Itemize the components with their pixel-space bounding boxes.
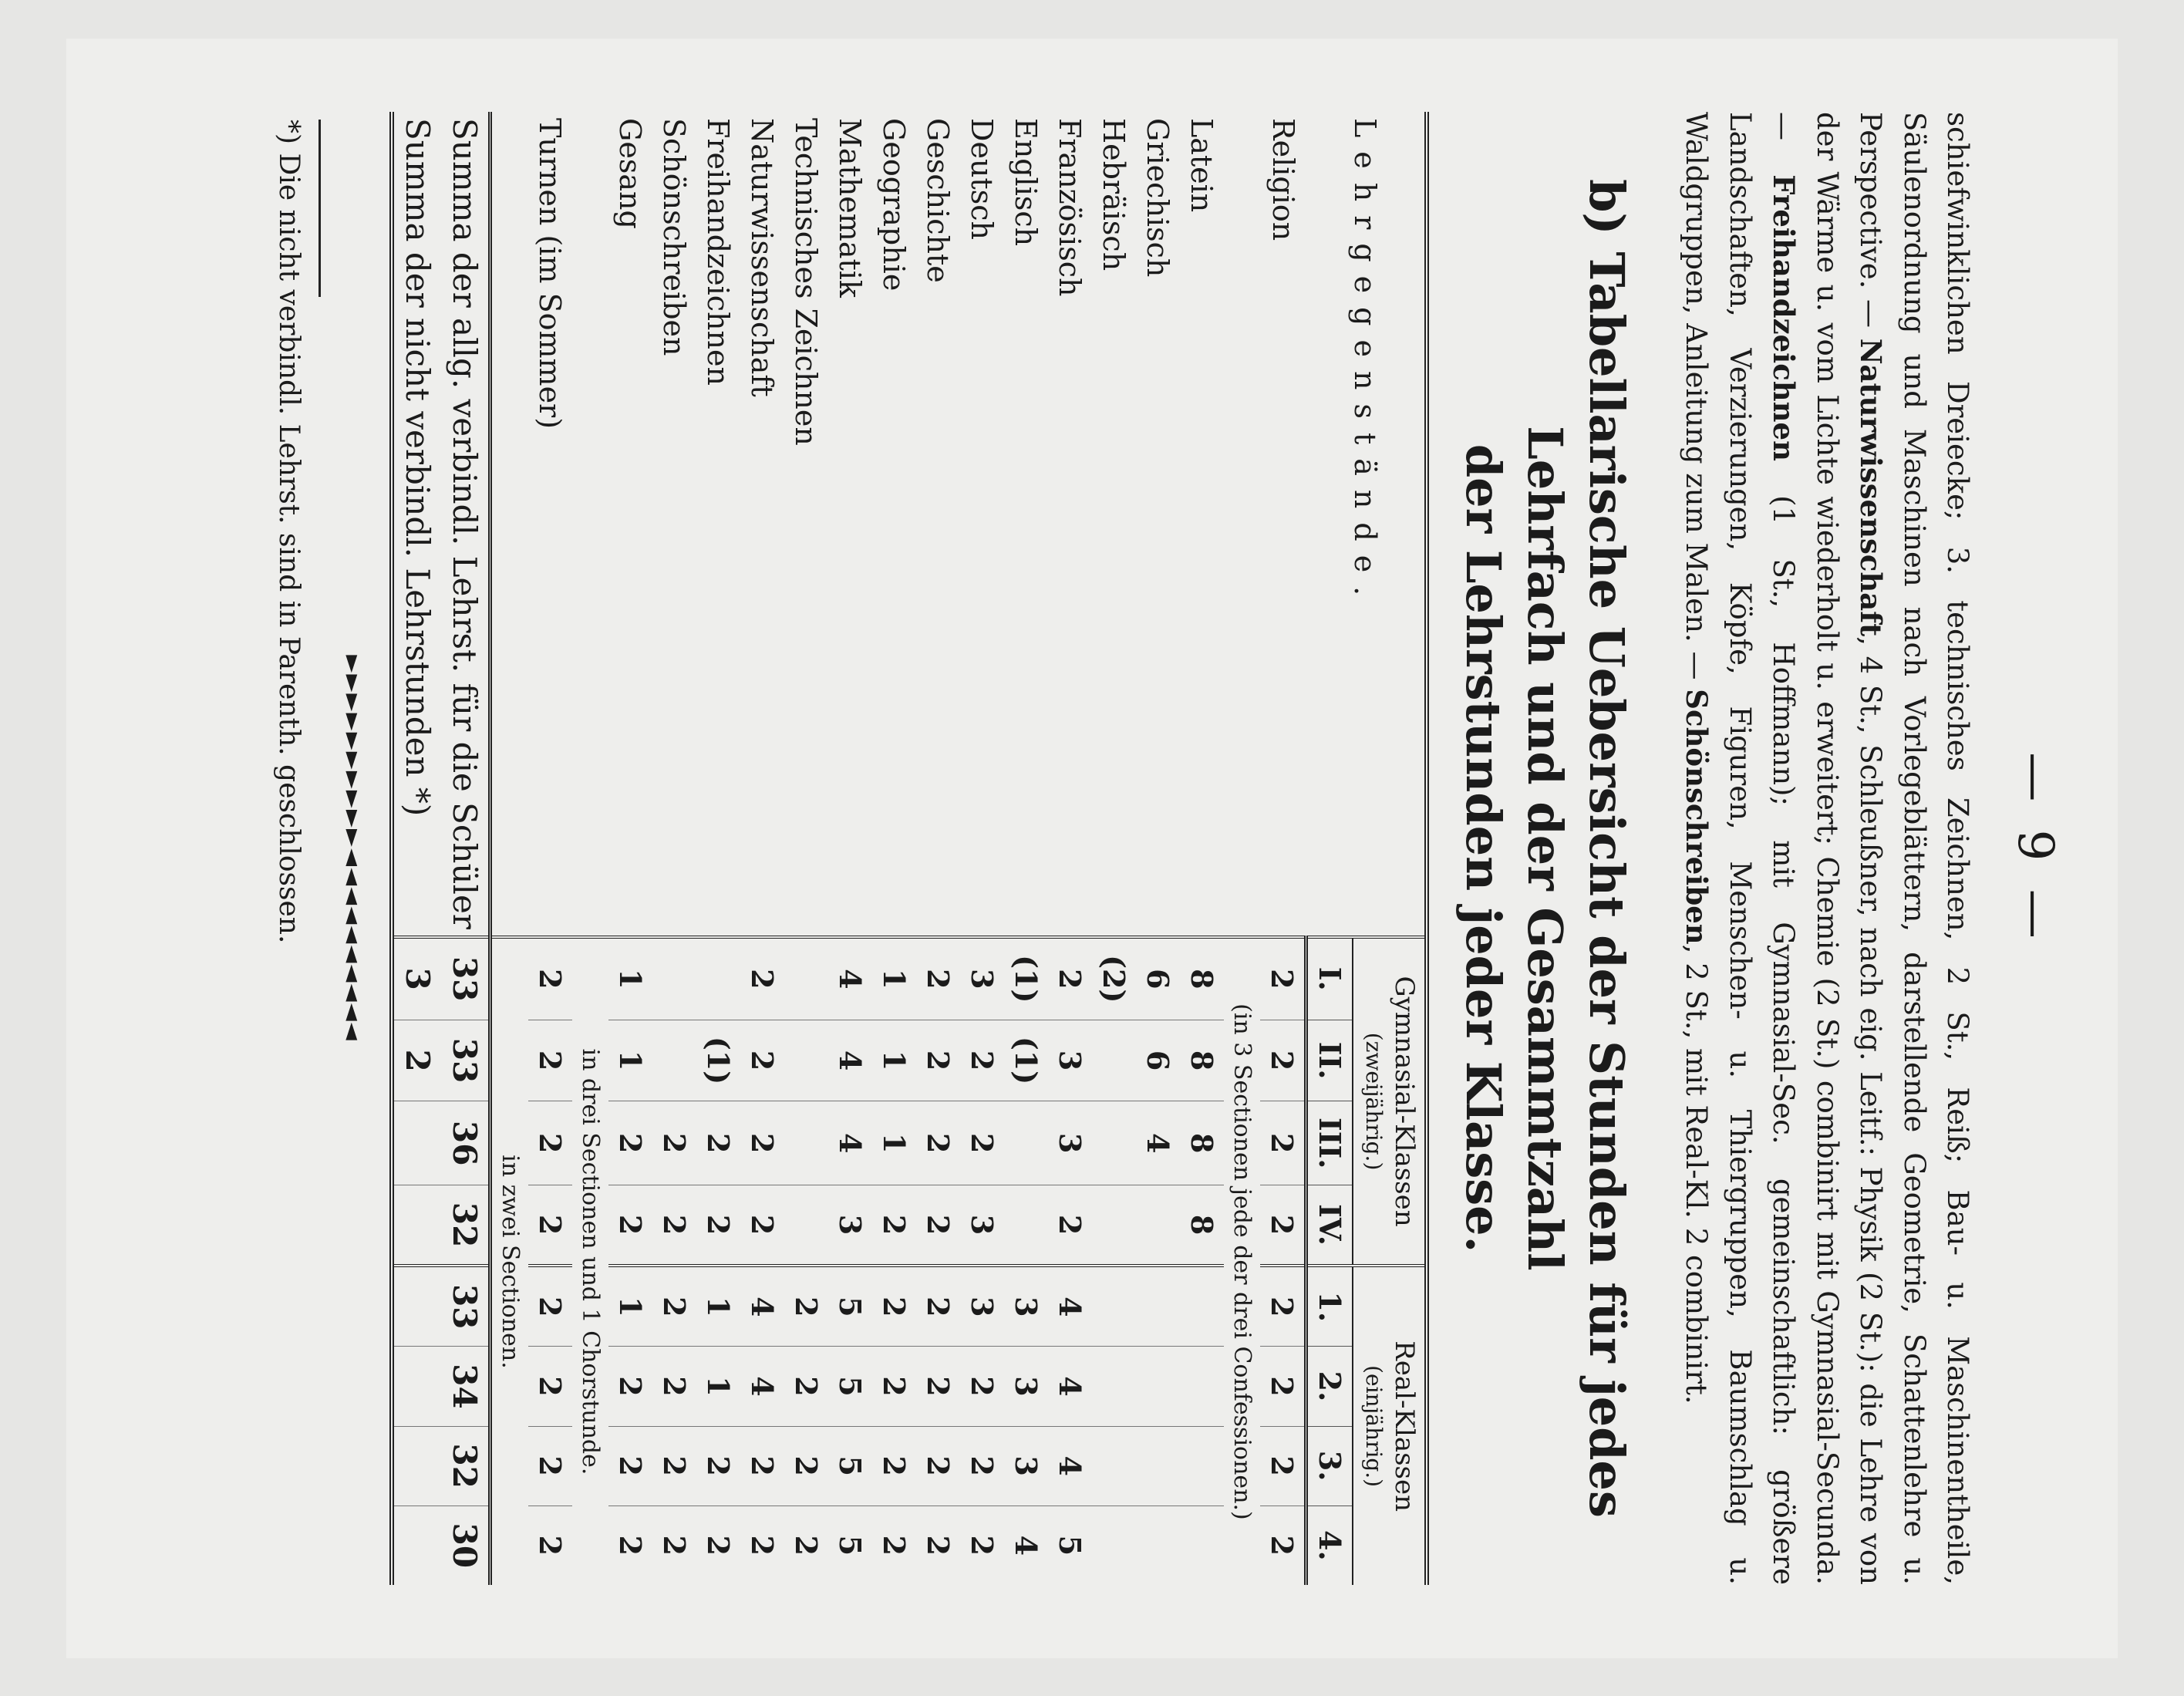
hours-cell: 1: [696, 1347, 740, 1426]
subject-cell: [1048, 112, 1092, 937]
subject-label: Gesang: [613, 118, 648, 229]
hours-cell: 2: [1260, 1101, 1306, 1185]
table-row: [916, 112, 960, 1585]
hours-cell: 2: [652, 1426, 696, 1505]
hours-cell: 8: [1180, 1020, 1224, 1101]
table-row: [652, 112, 696, 1585]
table-row: [1048, 112, 1092, 1585]
hours-cell: 2: [960, 1101, 1004, 1185]
hours-cell: 4: [1048, 1426, 1092, 1505]
hours-cell: 6: [1136, 937, 1180, 1020]
hours-cell: 2: [740, 1101, 784, 1185]
hours-cell: 8: [1180, 1185, 1224, 1266]
hours-cell: 2: [916, 1101, 960, 1185]
table-row: [784, 112, 828, 1585]
hours-cell: 2: [916, 1020, 960, 1101]
hours-cell: [1092, 1505, 1136, 1585]
real-group-subtitle: (einjährig.): [1361, 1365, 1387, 1488]
hours-cell: 3: [828, 1185, 872, 1266]
hours-cell: 2: [916, 1347, 960, 1426]
hours-cell: 36: [441, 1101, 490, 1185]
hours-cell: 2: [784, 1426, 828, 1505]
subject-cell: [960, 112, 1004, 937]
table-row: [392, 112, 441, 1585]
intro-text-3: (1 St., Hoffmann); mit Gymnasial-Sec. gemeinschaftlich: größere Landschaften, Verzierungen, Köpfe, Figuren, Menschen- u. Thiergruppen, Baumschlag u. Waldgruppen, Anleitung zum Malen. —: [1680, 112, 1800, 1585]
footnote: *) Die nicht verbindl. Lehrst. sind in Parenth. geschlossen.: [273, 120, 305, 944]
hours-cell: 1: [696, 1266, 740, 1347]
hours-cell: 2: [528, 1426, 572, 1505]
turnen-note-row: [490, 112, 529, 1585]
hours-cell: 33: [441, 1266, 490, 1347]
hours-cell: 1: [872, 1020, 916, 1101]
hours-cell: 2: [608, 1101, 652, 1185]
hours-cell: 2: [872, 1426, 916, 1505]
hours-cell: 2: [1260, 1505, 1306, 1585]
hours-cell: 33: [441, 937, 490, 1020]
intro-text-1: schiefwinklichen Dreiecke; 3. technisches Zeichnen, 2 St., Reiß; Bau- u. Maschinentheile, Säulenordnung und Maschinen nach Vorlegeblättern, darstellende Geometrie, Schattenlehre u. Perspective. —: [1854, 112, 1974, 1585]
hours-cell: 4: [740, 1266, 784, 1347]
subject-label: Summa der allg. verbindl. Lehrst. für die Schüler: [446, 118, 484, 929]
hours-cell: 2: [608, 1185, 652, 1266]
religion-note-row: [1224, 112, 1260, 1585]
gymnasial-group-subtitle: (zweijährig.): [1361, 1032, 1387, 1171]
subject-cell: [1180, 112, 1224, 937]
hours-cell: [392, 1266, 441, 1347]
hours-cell: [1092, 1426, 1136, 1505]
subject-cell: [916, 112, 960, 937]
hours-cell: [392, 1347, 441, 1426]
hours-cell: 3: [1048, 1101, 1092, 1185]
hours-cell: 2: [784, 1266, 828, 1347]
hours-cell: 2: [1260, 1266, 1306, 1347]
hours-cell: [784, 1185, 828, 1266]
hours-cell: 4: [828, 1101, 872, 1185]
hours-cell: 5: [828, 1347, 872, 1426]
hours-cell: 2: [740, 1505, 784, 1585]
hours-cell: 2: [1048, 1185, 1092, 1266]
subject-label: Naturwissenschaft: [745, 118, 780, 397]
hours-cell: [1092, 1020, 1136, 1101]
hours-cell: 3: [392, 937, 441, 1020]
class-header: 3.: [1306, 1426, 1353, 1505]
hours-cell: [1004, 1185, 1048, 1266]
hours-cell: [392, 1505, 441, 1585]
empty-cell: [1224, 112, 1260, 937]
hours-cell: 2: [528, 1505, 572, 1585]
hours-table-body: [380, 112, 1306, 1585]
subject-label: Religion: [1266, 118, 1300, 241]
hours-cell: 2: [1260, 1185, 1306, 1266]
table-row: [960, 112, 1004, 1585]
table-row: [1004, 112, 1048, 1585]
hours-cell: (2): [1092, 937, 1136, 1020]
hours-cell: 1: [608, 937, 652, 1020]
hours-cell: 5: [828, 1266, 872, 1347]
hours-cell: 32: [441, 1185, 490, 1266]
hours-cell: 4: [828, 937, 872, 1020]
hours-cell: 2: [916, 937, 960, 1020]
hours-cell: 4: [828, 1020, 872, 1101]
hours-cell: 2: [1260, 1426, 1306, 1505]
hours-cell: [1136, 1185, 1180, 1266]
hours-cell: (1): [1004, 1020, 1048, 1101]
table-row: [1260, 112, 1306, 1585]
naturwissenschaft-label: Naturwissenschaft: [1854, 338, 1888, 637]
hours-cell: [1092, 1101, 1136, 1185]
hours-cell: [1004, 1101, 1048, 1185]
intro-text-2: , 4 St., Schleußner, nach eig. Leitf.: Physik (2 St.): die Lehre von der Wärme u. vom Lichte wiederholt u. erweitert; Chemie (2 St.) combinirt mit Gymnasial-Secunda. —: [1767, 112, 1887, 1585]
hours-cell: [1136, 1347, 1180, 1426]
hours-cell: [696, 937, 740, 1020]
hours-cell: 2: [528, 1266, 572, 1347]
hours-cell: 2: [392, 1020, 441, 1101]
hours-cell: 2: [916, 1505, 960, 1585]
hours-cell: 8: [1180, 937, 1224, 1020]
subject-cell: [608, 112, 652, 937]
hours-cell: 2: [528, 1101, 572, 1185]
table-row: [1092, 112, 1136, 1585]
class-header: II.: [1306, 1020, 1353, 1101]
hours-cell: 3: [1004, 1426, 1048, 1505]
hours-cell: 2: [608, 1505, 652, 1585]
hours-cell: 2: [528, 1020, 572, 1101]
gymnasial-group-header: [1353, 937, 1427, 1266]
hours-cell: [392, 1426, 441, 1505]
hours-cell: [784, 937, 828, 1020]
hours-cell: [652, 1020, 696, 1101]
table-row: [1180, 112, 1224, 1585]
hours-cell: 2: [1048, 937, 1092, 1020]
hours-cell: 1: [872, 1101, 916, 1185]
hours-cell: [1092, 1266, 1136, 1347]
hours-cell: 3: [960, 1185, 1004, 1266]
hours-cell: 2: [916, 1185, 960, 1266]
hours-cell: 2: [960, 1020, 1004, 1101]
class-header: III.: [1306, 1101, 1353, 1185]
hours-cell: [1180, 1347, 1224, 1426]
class-header: 4.: [1306, 1505, 1353, 1585]
table-row: [528, 112, 572, 1585]
subject-label: Geschichte: [921, 118, 956, 283]
hours-cell: 2: [872, 1505, 916, 1585]
hours-cell: [1180, 1266, 1224, 1347]
subject-cell: [696, 112, 740, 937]
ornament-rule: ►►►►►►►►►►◄◄◄◄◄◄◄◄◄◄: [339, 655, 366, 1042]
hours-cell: 4: [740, 1347, 784, 1426]
section-note: in zwei Sectionen.: [497, 1155, 524, 1369]
gymnasial-group-title: Gymnasial-Klassen: [1389, 976, 1420, 1227]
table-row: [1136, 112, 1180, 1585]
freihandzeichnen-label: Freihandzeichnen: [1767, 174, 1801, 461]
hours-cell: 2: [740, 1426, 784, 1505]
section-note: in drei Sectionen und 1 Chorstunde.: [577, 1048, 604, 1475]
empty-cell: [572, 112, 608, 937]
hours-cell: 4: [1048, 1347, 1092, 1426]
hours-cell: 2: [652, 1266, 696, 1347]
hours-cell: 33: [441, 1020, 490, 1101]
hours-cell: 5: [828, 1505, 872, 1585]
hours-cell: 2: [872, 1347, 916, 1426]
subject-cell: [652, 112, 696, 937]
hours-cell: 1: [608, 1266, 652, 1347]
hours-cell: 2: [960, 1505, 1004, 1585]
intro-text-4: , 2 St., mit Real-Kl. 2 combinirt.: [1680, 944, 1713, 1404]
section-title-line-1: b) Tabellarische Uebersicht der Stunden für jedes Lehrfach und der Gesammtzahl: [1517, 179, 1635, 1518]
bottom-rule-cell: [380, 112, 392, 1585]
hours-table: [380, 112, 1429, 1585]
hours-cell: 2: [784, 1347, 828, 1426]
schoenschreiben-label: Schönschreiben: [1680, 689, 1714, 945]
subject-cell: [784, 112, 828, 937]
subject-cell: [1004, 112, 1048, 937]
hours-cell: 3: [1004, 1266, 1048, 1347]
hours-cell: 2: [696, 1101, 740, 1185]
subject-label: Deutsch: [965, 118, 999, 240]
intro-paragraph: [1674, 112, 1979, 1585]
table-row: [872, 112, 916, 1585]
subject-label: Freihandzeichnen: [701, 118, 736, 386]
hours-cell: 4: [1004, 1505, 1048, 1585]
gesang-note-row: [572, 112, 608, 1585]
table-row: [740, 112, 784, 1585]
hours-cell: 2: [872, 1266, 916, 1347]
hours-cell: [1092, 1185, 1136, 1266]
hours-cell: [1136, 1426, 1180, 1505]
hours-cell: 2: [652, 1185, 696, 1266]
table-bottom-rule: [380, 112, 392, 1585]
class-header: I.: [1306, 937, 1353, 1020]
footnote-rule: [318, 120, 321, 297]
hours-cell: [784, 1101, 828, 1185]
subject-label: Latein: [1185, 118, 1219, 213]
hours-cell: 2: [740, 1185, 784, 1266]
subject-label: Schönschreiben: [657, 118, 692, 356]
subject-label: Griechisch: [1141, 118, 1175, 278]
hours-cell: 2: [608, 1347, 652, 1426]
table-row: [608, 112, 652, 1585]
hours-cell: 1: [872, 937, 916, 1020]
hours-cell: 2: [960, 1347, 1004, 1426]
hours-cell: [1092, 1347, 1136, 1426]
hours-cell: 2: [696, 1185, 740, 1266]
subject-cell: [740, 112, 784, 937]
subject-label: Turnen (im Sommer): [533, 118, 568, 430]
hours-cell: 8: [1180, 1101, 1224, 1185]
hours-cell: 2: [528, 1347, 572, 1426]
hours-cell: 2: [528, 937, 572, 1020]
hours-cell: [1136, 1505, 1180, 1585]
hours-cell: [392, 1185, 441, 1266]
hours-cell: 2: [608, 1426, 652, 1505]
hours-cell: [1136, 1266, 1180, 1347]
hours-cell: 2: [696, 1426, 740, 1505]
hours-cell: 30: [441, 1505, 490, 1585]
hours-cell: 2: [652, 1101, 696, 1185]
table-row: [441, 112, 490, 1585]
subject-label: Summa der nicht verbindl. Lehrstunden *): [399, 118, 436, 817]
subject-cell: [528, 112, 572, 937]
subject-cell: [828, 112, 872, 937]
subject-cell: [441, 112, 490, 937]
hours-cell: 2: [652, 1505, 696, 1585]
hours-cell: 5: [828, 1426, 872, 1505]
subject-label: Hebräisch: [1097, 118, 1131, 271]
class-header: 2.: [1306, 1347, 1353, 1426]
subject-label: Mathematik: [833, 118, 868, 298]
section-note: (in 3 Sectionen jede der drei Confessionen.): [1228, 1003, 1255, 1520]
hours-cell: 32: [441, 1426, 490, 1505]
hours-cell: 3: [1048, 1020, 1092, 1101]
section-title-line-2: der Lehrstunden jeder Klasse.: [1455, 443, 1512, 1253]
hours-cell: 2: [872, 1185, 916, 1266]
subject-label: Geographie: [877, 118, 912, 292]
hours-cell: 4: [1048, 1266, 1092, 1347]
hours-cell: 3: [1004, 1347, 1048, 1426]
hours-cell: [1180, 1426, 1224, 1505]
hours-cell: 2: [1260, 937, 1306, 1020]
section-title: [1452, 112, 1637, 1585]
subject-cell: [1136, 112, 1180, 937]
hours-cell: (1): [696, 1020, 740, 1101]
subject-cell: [1092, 112, 1136, 937]
hours-cell: 34: [441, 1347, 490, 1426]
hours-cell: [784, 1020, 828, 1101]
hours-cell: (1): [1004, 937, 1048, 1020]
subject-label: Technisches Zeichnen: [789, 118, 824, 446]
hours-cell: 5: [1048, 1505, 1092, 1585]
table-row: [828, 112, 872, 1585]
subject-cell: [872, 112, 916, 937]
hours-cell: [652, 937, 696, 1020]
page-number: — 9 —: [2007, 752, 2064, 945]
subject-cell: [392, 112, 441, 937]
subject-label: Englisch: [1009, 118, 1043, 247]
subject-label: Französisch: [1053, 118, 1087, 297]
hours-cell: 2: [1260, 1020, 1306, 1101]
hours-cell: [1180, 1505, 1224, 1585]
hours-cell: 2: [960, 1426, 1004, 1505]
hours-cell: 3: [960, 1266, 1004, 1347]
hours-cell: 2: [652, 1347, 696, 1426]
class-header: IV.: [1306, 1185, 1353, 1266]
hours-cell: 2: [740, 1020, 784, 1101]
real-group-title: Real-Klassen: [1389, 1340, 1420, 1512]
real-group-header: [1353, 1266, 1427, 1585]
hours-cell: 6: [1136, 1020, 1180, 1101]
hours-cell: 3: [960, 937, 1004, 1020]
hours-cell: [392, 1101, 441, 1185]
empty-cell: [490, 112, 529, 937]
hours-cell: 2: [916, 1266, 960, 1347]
subject-cell: [1260, 112, 1306, 937]
hours-cell: 2: [1260, 1347, 1306, 1426]
hours-cell: 1: [608, 1020, 652, 1101]
class-header: 1.: [1306, 1266, 1353, 1347]
hours-cell: 2: [696, 1505, 740, 1585]
hours-cell: 2: [740, 937, 784, 1020]
hours-cell: 4: [1136, 1101, 1180, 1185]
hours-cell: 2: [916, 1426, 960, 1505]
hours-cell: 2: [528, 1185, 572, 1266]
hours-cell: 2: [784, 1505, 828, 1585]
document-page: [66, 39, 2118, 1658]
subject-column-header: Lehrgegenstände.: [1306, 112, 1427, 937]
table-row: [696, 112, 740, 1585]
